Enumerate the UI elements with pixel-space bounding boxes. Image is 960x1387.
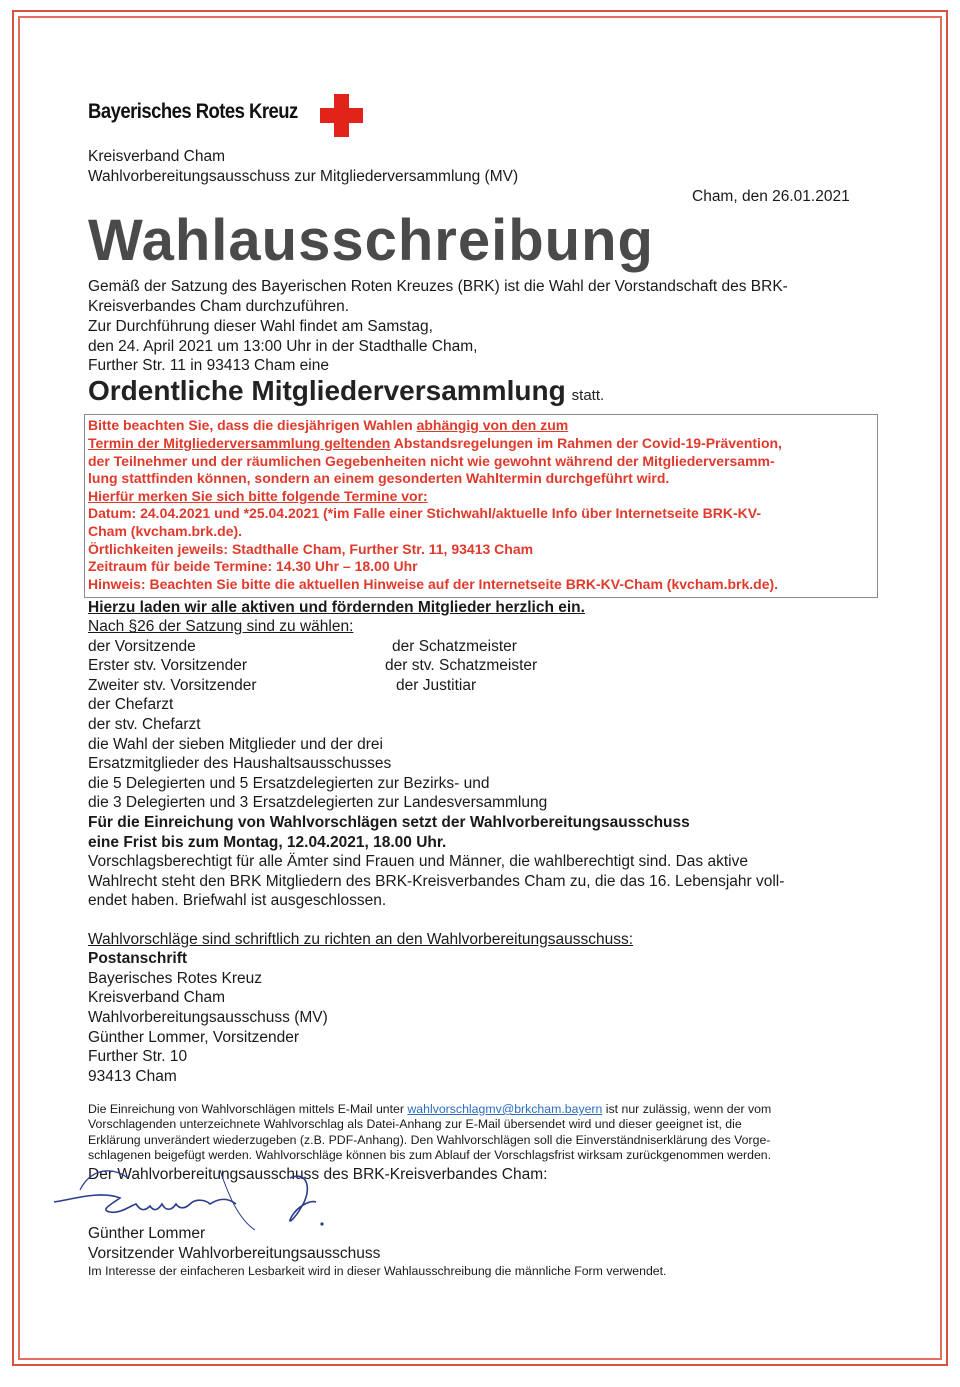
intro-line: Kreisverbandes Cham durchzuführen. [88, 298, 350, 315]
office-item: der Vorsitzende [88, 638, 196, 655]
postal-line: Wahlvorbereitungsausschuss (MV) [88, 1009, 328, 1026]
place-date: Cham, den 26.01.2021 [692, 188, 850, 205]
submission-heading: Wahlvorschläge sind schriftlich zu richten an den Wahlvorbereitungsausschuss: [88, 931, 634, 948]
intro-line: Gemäß der Satzung des Bayerischen Roten Kreuzes (BRK) ist die Wahl der Vorstandschaft des BRK- [88, 278, 788, 295]
email-link[interactable]: wahlvorschlagmv@brkcham.bayern [407, 1102, 603, 1116]
email-note-line: schlagenen beigefügt werden. Wahlvorschläge können bis zum Ablauf der Vorschlagsfrist wirksam zurückgenommen werden. [88, 1148, 772, 1162]
district-line: Kreisverband Cham [88, 148, 225, 165]
postal-line: 93413 Cham [88, 1068, 177, 1085]
office-item: der stv. Schatzmeister [385, 657, 538, 674]
signatory-name: Günther Lommer [88, 1225, 206, 1242]
office-item: Zweiter stv. Vorsitzender [88, 677, 257, 694]
org-logo-text: Bayerisches Rotes Kreuz [88, 100, 298, 123]
deadline-line: eine Frist bis zum Montag, 12.04.2021, 18.00 Uhr. [88, 834, 447, 851]
notice-line: Bitte beachten Sie, dass die diesjährigen Wahlen abhängig von den zum [88, 417, 569, 433]
email-note-line: Die Einreichung von Wahlvorschlägen mittels E-Mail unter wahlvorschlagmv@brkcham.bayern ist nur zulässig, wenn der vom [88, 1102, 772, 1116]
notice-line: Hinweis: Beachten Sie bitte die aktuellen Hinweise auf der Internetseite BRK-KV-Cham (kvcham.brk.de). [88, 576, 779, 592]
invitation: Hierzu laden wir alle aktiven und fördernden Mitglieder herzlich ein. [88, 599, 585, 616]
postal-line: Kreisverband Cham [88, 989, 225, 1006]
notice-line: Zeitraum für beide Termine: 14.30 Uhr – 18.00 Uhr [88, 558, 418, 574]
intro-line: Further Str. 11 in 93413 Cham eine [88, 357, 329, 374]
notice-line: Cham (kvcham.brk.de). [88, 523, 243, 539]
election-item: Ersatzmitglieder des Haushaltsausschusses [88, 755, 392, 772]
footnote: Im Interesse der einfacheren Lesbarkeit wird in dieser Wahlausschreibung die männliche Form verwendet. [88, 1264, 667, 1278]
eligibility-line: endet haben. Briefwahl ist ausgeschlossen. [88, 892, 387, 909]
notice-line: Örtlichkeiten jeweils: Stadthalle Cham, Further Str. 11, 93413 Cham [88, 541, 534, 557]
closing-line: Der Wahlvorbereitungsausschuss des BRK-Kreisverbandes Cham: [88, 1166, 548, 1183]
office-item: der Chefarzt [88, 696, 174, 713]
email-note-line: Vorschlagenden unterzeichnete Wahlvorschlag als Datei-Anhang zur E-Mail übersendet wird und dieser geeignet ist, die [88, 1117, 742, 1131]
office-item: der stv. Chefarzt [88, 716, 201, 733]
intro-line: Zur Durchführung dieser Wahl findet am Samstag, [88, 318, 433, 335]
notice-line: der Teilnehmer und der räumlichen Gegebenheiten nicht wie gewohnt während der Mitgliederversamm- [88, 453, 775, 469]
statute-heading: Nach §26 der Satzung sind zu wählen: [88, 618, 354, 635]
page-title: Wahlausschreibung [88, 208, 654, 273]
eligibility-line: Vorschlagsberechtigt für alle Ämter sind Frauen und Männer, die wahlberechtigt sind. Das aktive [88, 853, 748, 870]
office-item: der Justitiar [396, 677, 477, 694]
notice-line: Hierfür merken Sie sich bitte folgende Termine vor: [88, 488, 428, 504]
election-item: die 3 Delegierten und 3 Ersatzdelegierten zur Landesversammlung [88, 794, 548, 811]
assembly-suffix: statt. [571, 387, 605, 404]
postal-label: Postanschrift [88, 950, 188, 967]
office-item: Erster stv. Vorsitzender [88, 657, 248, 674]
postal-line: Further Str. 10 [88, 1048, 188, 1065]
postal-line: Günther Lommer, Vorsitzender [88, 1029, 300, 1046]
signatory-role: Vorsitzender Wahlvorbereitungsausschuss [88, 1245, 381, 1262]
eligibility-line: Wahlrecht steht den BRK Mitgliedern des BRK-Kreisverbandes Cham zu, die das 16. Lebensjahr voll- [88, 873, 785, 890]
notice-line: Termin der Mitgliederversammlung geltenden Abstandsregelungen im Rahmen der Covid-19-Prävention, [88, 435, 782, 451]
deadline-line: Für die Einreichung von Wahlvorschlägen setzt der Wahlvorbereitungsausschuss [88, 814, 690, 831]
election-item: die 5 Delegierten und 5 Ersatzdelegierten zur Bezirks- und [88, 775, 490, 792]
office-item: der Schatzmeister [392, 638, 517, 655]
assembly-title [88, 375, 604, 407]
election-item: die Wahl der sieben Mitglieder und der drei [88, 736, 383, 753]
notice-line: Datum: 24.04.2021 und *25.04.2021 (*im Falle einer Stichwahl/aktuelle Info über Internetseite BRK-KV- [88, 505, 762, 521]
intro-line: den 24. April 2021 um 13:00 Uhr in der Stadthalle Cham, [88, 338, 478, 355]
email-note-line: Erklärung unverändert wiederzugeben (z.B. PDF-Anhang). Den Wahlvorschlägen soll die Einverständniserklärung des Vorge- [88, 1133, 771, 1147]
committee-line: Wahlvorbereitungsausschuss zur Mitgliederversammlung (MV) [88, 168, 519, 185]
assembly-title-text: Ordentliche Mitgliederversammlung [88, 375, 566, 406]
red-cross-icon [320, 94, 363, 137]
notice-line: lung stattfinden können, sondern an einem gesonderten Wahltermin durchgeführt wird. [88, 470, 670, 486]
postal-line: Bayerisches Rotes Kreuz [88, 970, 263, 987]
